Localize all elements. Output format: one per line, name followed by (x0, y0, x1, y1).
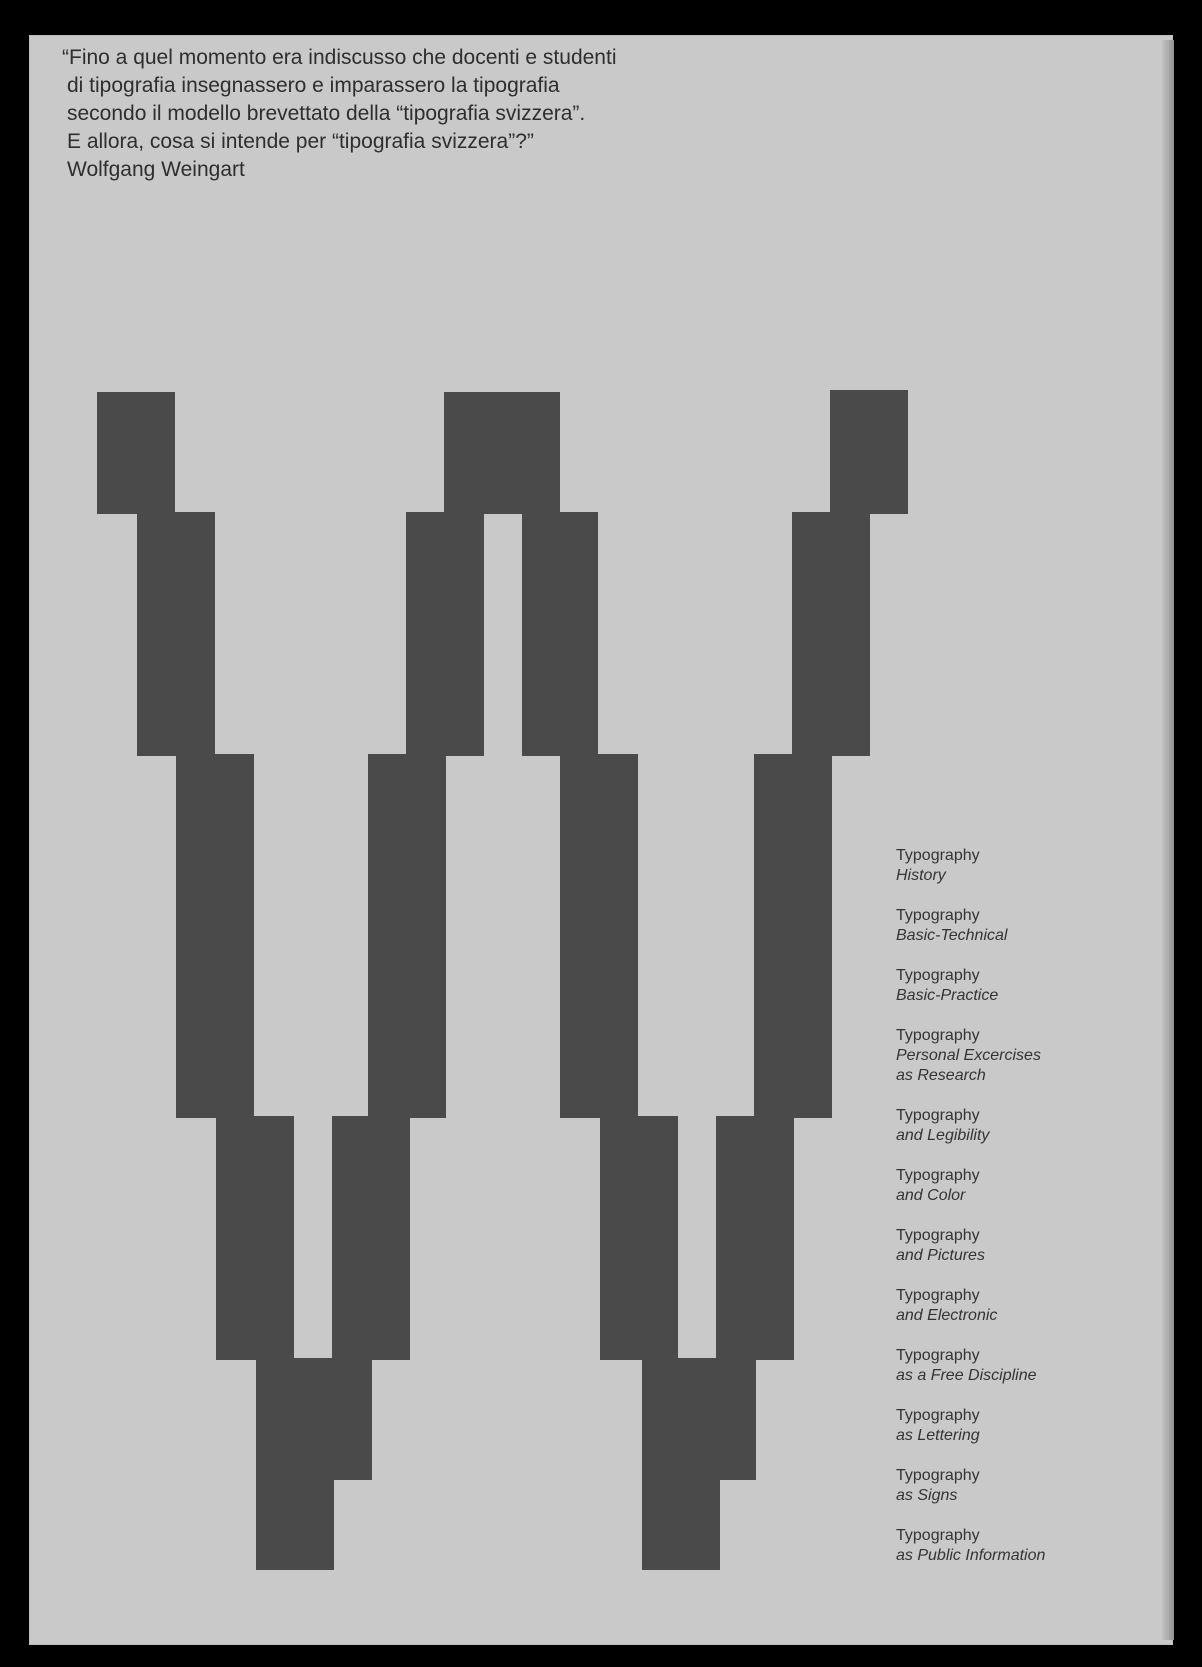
topic-item (896, 846, 1045, 886)
topic-head: Typography (896, 1027, 980, 1044)
topic-sub: and Color (896, 1187, 966, 1204)
mark-block (444, 392, 560, 514)
topic-head: Typography (896, 1407, 980, 1424)
mark-block (560, 754, 638, 1118)
mark-block (176, 754, 254, 1118)
quote-author: Wolfgang Weingart (67, 158, 245, 181)
quote-line: secondo il modello brevettato della “tipografia svizzera”. (67, 102, 586, 125)
mark-block (600, 1116, 678, 1360)
topic-item (896, 1406, 1045, 1446)
topic-sub: and Legibility (896, 1127, 990, 1144)
topic-item (896, 1346, 1045, 1386)
quote-line: di tipografia insegnassero e imparassero la tipografia (67, 74, 560, 97)
topic-head: Typography (896, 967, 980, 984)
quote-line: E allora, cosa si intende per “tipografia svizzera”?” (67, 130, 534, 153)
mark-block (296, 1358, 372, 1480)
topic-head: Typography (896, 1167, 980, 1184)
topic-sub: as Research (896, 1067, 986, 1084)
topic-item (896, 1526, 1045, 1566)
topic-item (896, 1026, 1045, 1086)
topic-item (896, 1106, 1045, 1146)
mark-block (680, 1358, 756, 1480)
topic-sub: Basic-Technical (896, 927, 1008, 944)
mark-block (216, 1116, 294, 1360)
topic-sub: Personal Excercises (896, 1047, 1041, 1064)
mark-block (137, 512, 215, 756)
mark-block (368, 754, 446, 1118)
topic-sub: History (896, 867, 946, 884)
topic-sub: as Public Information (896, 1547, 1046, 1564)
topic-item (896, 966, 1045, 1006)
topic-item (896, 1286, 1045, 1326)
topic-item (896, 1166, 1045, 1206)
topic-list (896, 846, 1045, 1586)
quote-line: “Fino a quel momento era indiscusso che docenti e studenti (62, 46, 617, 69)
topic-item (896, 1226, 1045, 1266)
topic-head: Typography (896, 1467, 980, 1484)
topic-head: Typography (896, 1527, 980, 1544)
topic-head: Typography (896, 1227, 980, 1244)
topic-head: Typography (896, 847, 980, 864)
mark-block (97, 392, 175, 514)
topic-sub: as Signs (896, 1487, 958, 1504)
topic-sub: and Pictures (896, 1247, 985, 1264)
topic-sub: and Electronic (896, 1307, 998, 1324)
topic-sub: Basic-Practice (896, 987, 999, 1004)
mark-block (754, 754, 832, 1118)
mark-block (332, 1116, 410, 1360)
mark-block (830, 390, 908, 514)
topic-item (896, 906, 1045, 946)
topic-head: Typography (896, 907, 980, 924)
topic-item (896, 1466, 1045, 1506)
mark-block (522, 512, 598, 756)
topic-head: Typography (896, 1287, 980, 1304)
mark-block (716, 1116, 794, 1360)
topic-sub: as a Free Discipline (896, 1367, 1037, 1384)
topic-sub: as Lettering (896, 1427, 980, 1444)
mark-block (792, 512, 870, 756)
mark-block (406, 512, 484, 756)
topic-head: Typography (896, 1347, 980, 1364)
topic-head: Typography (896, 1107, 980, 1124)
